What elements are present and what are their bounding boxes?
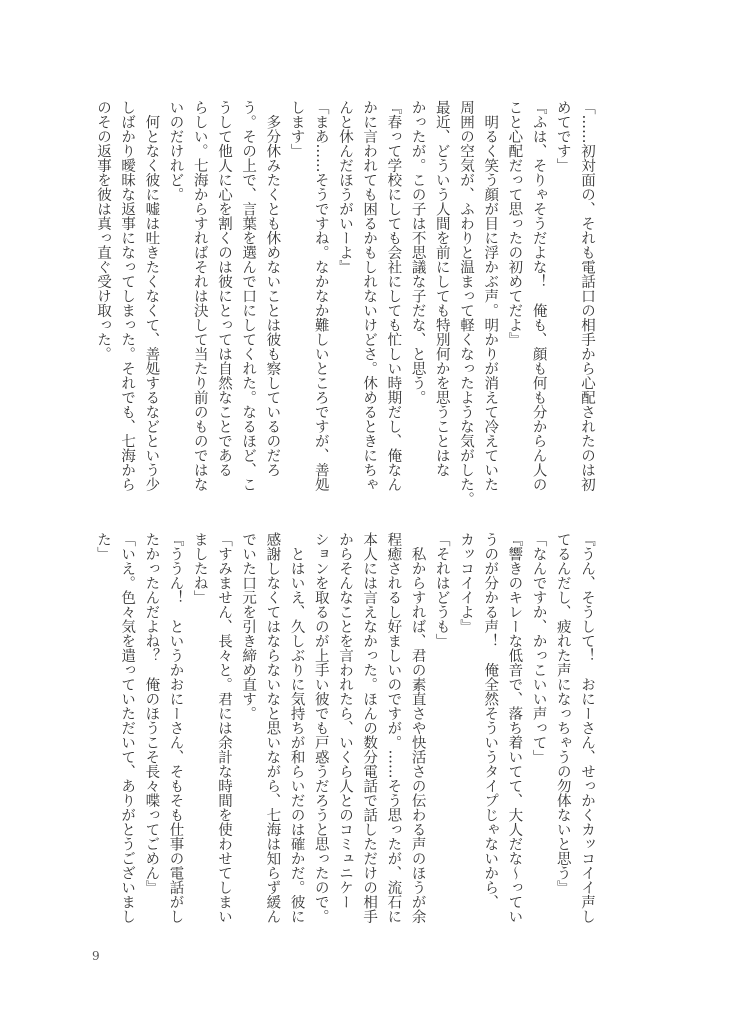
text-column: んと休んだほうがいーよ』 [336,100,353,274]
text-column: 感謝しなくてはならないなと思いながら、七海は知らず緩ん [264,532,281,924]
text-column: 「いえ。色々気を遣っていただいて、ありがとうございまし [119,532,136,924]
text-column: 明るく笑う顔が目に浮かぶ声。明かりが消えて冷えていた [482,100,499,492]
text-block-upper [91,100,599,506]
text-column: します」 [288,100,305,158]
text-block-lower [91,532,599,932]
text-column: 周囲の空気が、ふわりと温まって軽くなったような気がした。 [457,100,474,506]
text-column: 『ふは、そりゃそうだよな！ 俺も、顔も何も分からん人の [530,100,547,492]
text-column: 私からすれば、君の素直さや快活さの伝わる声のほうが余 [409,532,426,924]
text-column: カッコイイよ』 [457,532,474,634]
text-column: しばかり曖昧な返事になってしまった。それでも、七海から [119,100,136,492]
text-column: かったが。この子は不思議な子だな、と思う。 [409,100,426,405]
text-column: 『うん、そうして！ おにーさん、せっかくカッコイイ声し [579,532,595,924]
text-column: たかったんだよね？ 俺のほうこそ長々喋ってごめん』 [143,532,160,895]
text-column: かに言われても困るかもしれないけどさ。休めるときにちゃ [361,100,378,492]
text-column: うのが分かる声！ 俺全然そういうタイプじゃないから、 [482,532,499,909]
text-column: うして他人に心を割くのは彼にとっては自然なことである [215,100,232,477]
text-column: 『響きのキレーな低音で、落ち着いてて、大人だな〜ってい [506,532,523,924]
text-column: 程癒されるし好ましいのですが。……そう思ったが、流石に [385,532,402,924]
text-column: 多分休みたくとも休めないことは彼も察しているのだろ [264,100,281,477]
text-column: からそんなことを言われたら、いくら人とのコミュニケー [336,532,353,909]
text-column: 本人には言えなかった。ほんの数分電話で話しただけの相手 [361,532,378,924]
text-column: いのだけれど。 [167,100,184,202]
page-number: 9 [92,949,100,963]
text-column: 「……初対面の、それも電話口の相手から心配されたのは初 [579,100,595,492]
text-column: 「それはどうも」 [433,532,450,648]
text-column: てるんだし、疲れた声になっちゃうの勿体ないと思う』 [554,532,571,895]
text-column: た」 [94,532,111,561]
text-column: 最近、どういう人間を前にしても特別何かを思うことはな [433,100,450,477]
text-column: う。その上で、言葉を選んで口にしてくれた。なるほど、こ [240,100,257,492]
text-column: 「すみません、長々と。君には余計な時間を使わせてしまい [215,532,232,924]
text-column: めてです」 [554,100,571,173]
text-column: こと心配だって思ったの初めてだよ』 [506,100,523,347]
text-column: とはいえ、久しぶりに気持ちが和らいだのは確かだ。彼に [288,532,305,924]
text-column: 「まあ……そうですね。なかなか難しいところですが、善処 [312,100,329,492]
text-column: らしい。七海からすればそれは決して当たり前のものではな [191,100,208,492]
text-column: でいた口元を引き締め直す。 [240,532,257,721]
text-column: 『春って学校にしても会社にしても忙しい時期だし、俺なん [385,100,402,492]
text-column: 「なんですか、かっこいい声って」 [530,532,547,764]
text-column: ションを取るのが上手い彼でも戸惑うだろうと思ったので。 [312,532,329,924]
text-column: ましたね」 [191,532,208,605]
text-column: 何となく彼に嘘は吐きたくなくて、善処するなどという少 [143,100,160,492]
text-column: 『ううん！ というかおにーさん、そもそも仕事の電話がし [167,532,184,924]
text-column: のその返事を彼は真っ直ぐ受け取った。 [94,100,111,361]
